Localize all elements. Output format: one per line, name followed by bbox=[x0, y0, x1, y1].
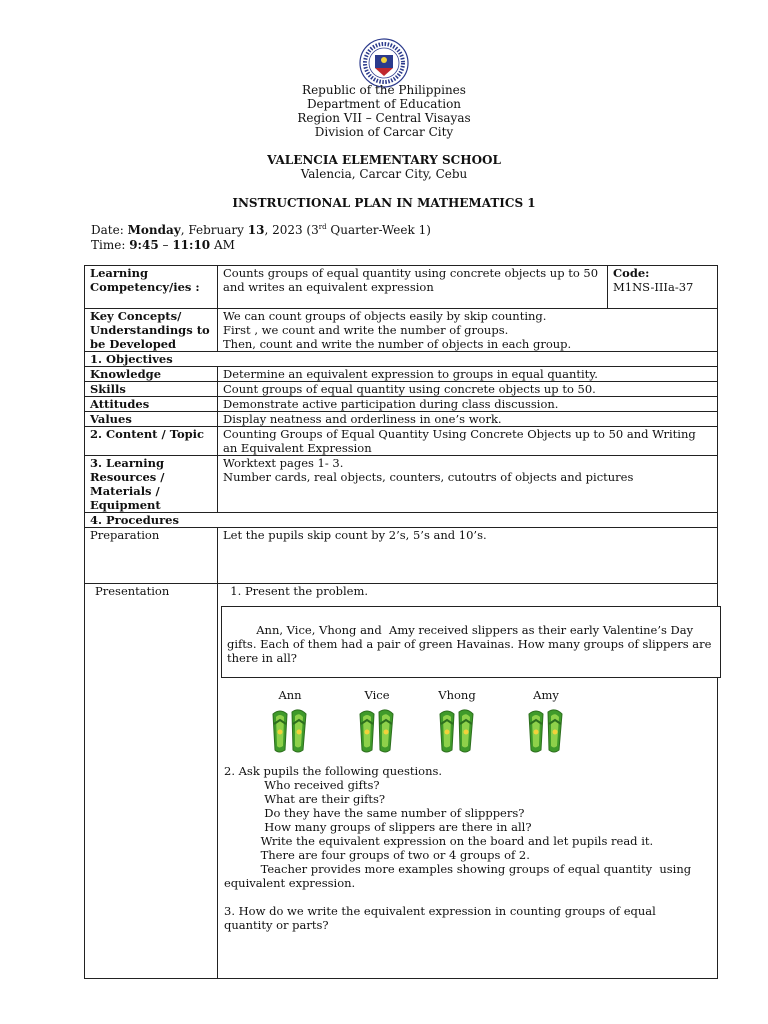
time-end: 11:10 bbox=[172, 238, 211, 252]
problem-text: Ann, Vice, Vhong and Amy received slippers as their early Valentine’s Day gifts. Each of them had a pair of green Havainas. How many groups of slippers are there in all? bbox=[227, 623, 716, 665]
attitudes-text: Demonstrate active participation during class discussion. bbox=[218, 397, 718, 412]
row-content bbox=[85, 427, 718, 456]
knowledge-text: Determine an equivalent expression to groups in equal quantity. bbox=[218, 367, 718, 382]
row-values bbox=[85, 412, 718, 427]
key-line: Then, count and write the number of objects in each group. bbox=[223, 337, 572, 351]
slipper-name: Ann bbox=[278, 688, 302, 702]
row-attitudes bbox=[85, 397, 718, 412]
key-concepts-text bbox=[218, 309, 718, 352]
date-day: Monday bbox=[127, 223, 181, 237]
date-line bbox=[91, 223, 431, 237]
presentation-label: Presentation bbox=[85, 584, 218, 979]
quarter-suffix: rd bbox=[318, 223, 327, 231]
key-concepts-label: Key Concepts/ Understandings to be Developed bbox=[85, 309, 218, 352]
row-presentation bbox=[85, 584, 718, 979]
question-line: What are their gifts? bbox=[224, 792, 386, 806]
competency-text: Counts groups of equal quantity using concrete objects up to 50 and writes an equivalent expression bbox=[218, 266, 608, 309]
values-label: Values bbox=[85, 412, 218, 427]
time-ampm: AM bbox=[210, 238, 235, 252]
row-competency bbox=[85, 266, 718, 309]
objectives-label: 1. Objectives bbox=[85, 352, 718, 367]
date-number: 13 bbox=[247, 223, 265, 237]
slipper-name: Vice bbox=[364, 688, 390, 702]
quarter-number: 3 bbox=[311, 223, 319, 237]
row-resources bbox=[85, 456, 718, 513]
school-address: Valencia, Carcar City, Cebu bbox=[300, 167, 468, 181]
deped-seal-icon bbox=[359, 38, 409, 88]
region-line: Region VII – Central Visayas bbox=[297, 111, 471, 125]
row-objectives bbox=[85, 352, 718, 367]
division-line: Division of Carcar City bbox=[314, 125, 454, 139]
quarter-rest: Quarter-Week 1) bbox=[326, 223, 431, 237]
flip-flop-icon bbox=[524, 708, 568, 754]
question-line: Do they have the same number of slipppers? bbox=[224, 806, 525, 820]
presentation-cell bbox=[218, 584, 718, 979]
time-start: 9:45 bbox=[129, 238, 159, 252]
school-name: VALENCIA ELEMENTARY SCHOOL bbox=[267, 153, 501, 167]
content-label: 2. Content / Topic bbox=[85, 427, 218, 456]
key-line: We can count groups of objects easily by skip counting. bbox=[223, 309, 547, 323]
slipper-name: Vhong bbox=[438, 688, 476, 702]
knowledge-label: Knowledge bbox=[85, 367, 218, 382]
skills-text: Count groups of equal quantity using concrete objects up to 50. bbox=[218, 382, 718, 397]
preparation-label: Preparation bbox=[85, 528, 218, 584]
row-skills bbox=[85, 382, 718, 397]
code-label: Code: bbox=[613, 266, 650, 280]
problem-box bbox=[221, 606, 721, 678]
questions-list bbox=[224, 764, 704, 932]
time-line bbox=[91, 238, 235, 252]
question-line: How many groups of slippers are there in all? bbox=[224, 820, 532, 834]
question-line bbox=[224, 890, 704, 904]
department-line: Department of Education bbox=[306, 97, 462, 111]
question-line: Who received gifts? bbox=[224, 778, 380, 792]
question-line: Write the equivalent expression on the board and let pupils read it. bbox=[224, 834, 654, 848]
resources-line: Worktext pages 1- 3. bbox=[223, 456, 344, 470]
competency-label: Learning Competency/ies : bbox=[85, 266, 218, 309]
date-label: Date: bbox=[91, 223, 128, 237]
procedures-label: 4. Procedures bbox=[85, 513, 718, 528]
time-label: Time: bbox=[91, 238, 130, 252]
question-line: 3. How do we write the equivalent expression in counting groups of equal quantity or parts? bbox=[224, 904, 660, 932]
question-line: Teacher provides more examples showing groups of equal quantity using equivalent expression. bbox=[224, 862, 695, 890]
date-year: , 2023 ( bbox=[264, 223, 312, 237]
row-knowledge bbox=[85, 367, 718, 382]
row-key-concepts bbox=[85, 309, 718, 352]
resources-text bbox=[218, 456, 718, 513]
resources-label: 3. Learning Resources / Materials / Equipment bbox=[85, 456, 218, 513]
row-procedures bbox=[85, 513, 718, 528]
date-month: , February bbox=[180, 223, 248, 237]
question-line: 2. Ask pupils the following questions. bbox=[224, 764, 443, 778]
preparation-text: Let the pupils skip count by 2’s, 5’s and 10’s. bbox=[218, 528, 718, 584]
plan-table bbox=[84, 265, 718, 979]
skills-label: Skills bbox=[85, 382, 218, 397]
flip-flop-icon bbox=[355, 708, 399, 754]
slipper-group-amy bbox=[511, 688, 581, 754]
code-value: M1NS-IIIa-37 bbox=[613, 280, 694, 294]
values-text: Display neatness and orderliness in one’s work. bbox=[218, 412, 718, 427]
question-line: There are four groups of two or 4 groups of 2. bbox=[224, 848, 530, 862]
flip-flop-icon bbox=[435, 708, 479, 754]
slipper-group-vhong bbox=[422, 688, 492, 754]
header-block bbox=[0, 83, 768, 139]
code-cell bbox=[608, 266, 718, 309]
row-preparation bbox=[85, 528, 718, 584]
key-line: First , we count and write the number of groups. bbox=[223, 323, 509, 337]
republic-line: Republic of the Philippines bbox=[302, 83, 466, 97]
slipper-group-vice bbox=[342, 688, 412, 754]
time-separator: – bbox=[158, 238, 173, 252]
plan-title: INSTRUCTIONAL PLAN IN MATHEMATICS 1 bbox=[232, 196, 536, 210]
slipper-group-ann bbox=[255, 688, 325, 754]
resources-line: Number cards, real objects, counters, cutoutrs of objects and pictures bbox=[223, 470, 634, 484]
flip-flop-icon bbox=[268, 708, 312, 754]
attitudes-label: Attitudes bbox=[85, 397, 218, 412]
content-text: Counting Groups of Equal Quantity Using Concrete Objects up to 50 and Writing an Equivalent Expression bbox=[218, 427, 718, 456]
slipper-name: Amy bbox=[533, 688, 559, 702]
presentation-step-1: 1. Present the problem. bbox=[223, 584, 369, 598]
presentation-content bbox=[218, 584, 717, 978]
